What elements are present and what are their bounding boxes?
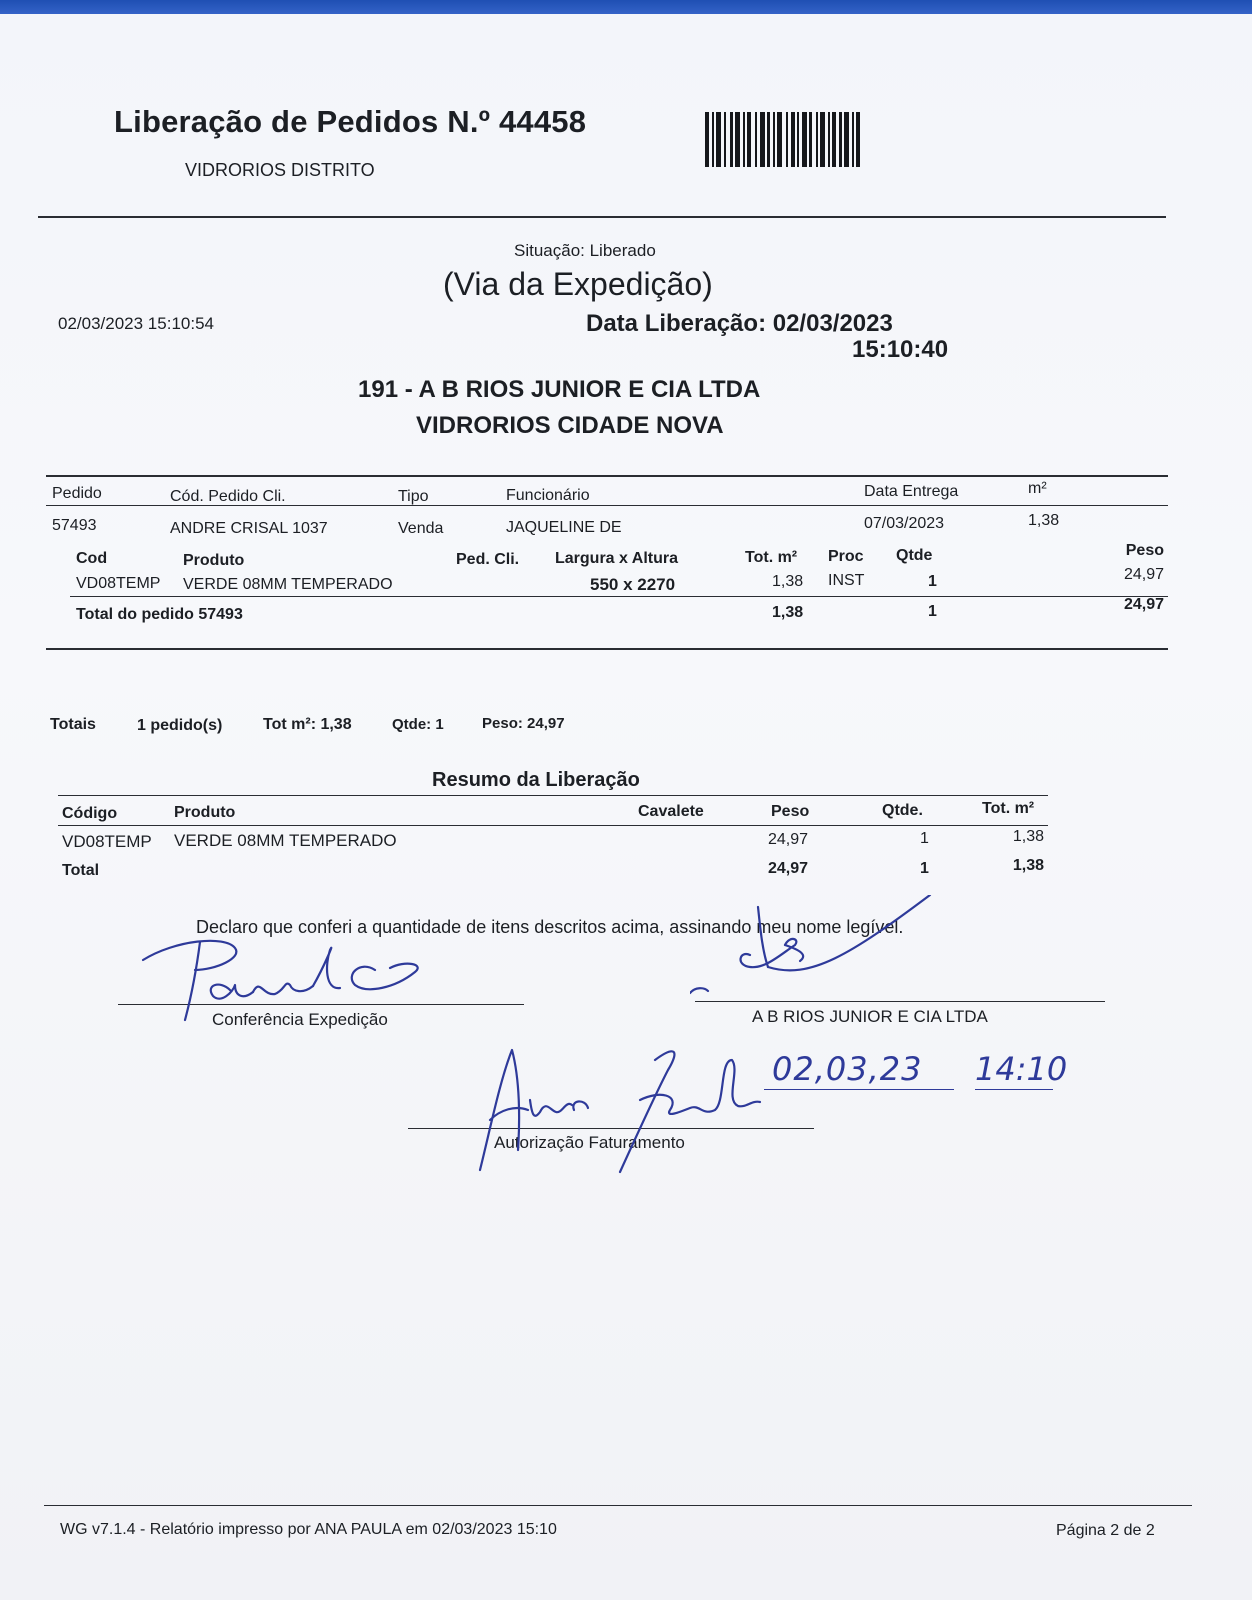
signature-paulo <box>135 930 445 1025</box>
order-m2: 1,38 <box>1028 512 1060 529</box>
company-name: 191 - A B RIOS JUNIOR E CIA LTDA <box>358 376 761 403</box>
resumo-total-tot-m2: 1,38 <box>1012 857 1044 874</box>
via-title: (Via da Expedição) <box>443 266 713 302</box>
totais-peso: Peso: 24,97 <box>482 715 565 732</box>
item-qtde: 1 <box>928 573 937 590</box>
item-largura-altura: 550 x 2270 <box>590 575 676 594</box>
footer-report-info: WG v7.1.4 - Relatório impresso por ANA PAULA em 02/03/2023 15:10 <box>60 1521 557 1538</box>
handwritten-time-underline <box>975 1089 1053 1090</box>
item-tot-m2: 1,38 <box>772 573 804 590</box>
totais-tot-m2: Tot m²: 1,38 <box>263 716 352 733</box>
order-total-qtde: 1 <box>928 603 937 620</box>
footer-page-number: Página 2 de 2 <box>1056 1522 1155 1539</box>
item-proc: INST <box>828 572 865 589</box>
resumo-col-codigo: Código <box>62 805 118 822</box>
col-data-entrega: Data Entrega <box>864 483 959 500</box>
item-col-largura-altura: Largura x Altura <box>555 550 678 567</box>
company-branch: VIDRORIOS CIDADE NOVA <box>416 412 724 439</box>
footer-rule <box>44 1505 1192 1506</box>
resumo-col-tot-m2: Tot. m² <box>982 800 1035 817</box>
handwritten-date-underline <box>764 1089 954 1090</box>
col-tipo: Tipo <box>398 488 429 505</box>
header-divider <box>38 216 1166 218</box>
order-data-entrega: 07/03/2023 <box>864 515 945 532</box>
totais-pedidos: 1 pedido(s) <box>137 717 223 734</box>
signature-company <box>690 895 940 1005</box>
order-table-bottom-rule <box>46 648 1168 650</box>
item-col-peso: Peso <box>1125 542 1164 559</box>
resumo-row-qtde: 1 <box>920 830 929 847</box>
resumo-col-cavalete: Cavalete <box>638 803 704 820</box>
order-pedido: 57493 <box>52 517 97 534</box>
item-cod: VD08TEMP <box>76 575 161 592</box>
resumo-row-peso: 24,97 <box>768 831 809 848</box>
resumo-total-label: Total <box>62 862 100 879</box>
col-m2: m² <box>1028 480 1047 497</box>
data-liberacao: Data Liberação: 02/03/2023 <box>586 310 893 337</box>
col-funcionario: Funcionário <box>506 487 590 504</box>
order-total-peso: 24,97 <box>1123 596 1164 613</box>
print-datetime: 02/03/2023 15:10:54 <box>58 314 214 333</box>
document-subtitle: VIDRORIOS DISTRITO <box>185 160 375 180</box>
totais-qtde: Qtde: 1 <box>392 716 444 733</box>
situacao-text: Situação: Liberado <box>514 241 656 260</box>
order-total-label: Total do pedido 57493 <box>76 606 243 623</box>
resumo-total-peso: 24,97 <box>768 860 809 877</box>
item-col-qtde: Qtde <box>896 547 933 564</box>
resumo-top-rule <box>58 795 1048 796</box>
resumo-row-tot-m2: 1,38 <box>1012 828 1044 845</box>
handwritten-date: 02,03,23 <box>772 1050 923 1088</box>
totais-label: Totais <box>50 716 96 733</box>
item-col-cod: Cod <box>76 550 108 567</box>
resumo-col-qtde: Qtde. <box>882 802 923 819</box>
resumo-col-produto: Produto <box>174 804 236 821</box>
order-header-rule <box>46 505 1168 506</box>
resumo-total-qtde: 1 <box>920 860 929 877</box>
resumo-row-produto: VERDE 08MM TEMPERADO <box>174 831 397 850</box>
document-title: Liberação de Pedidos N.º 44458 <box>114 104 587 139</box>
item-col-ped-cli: Ped. Cli. <box>456 551 520 568</box>
item-produto: VERDE 08MM TEMPERADO <box>183 576 393 593</box>
item-total-rule <box>70 596 1168 597</box>
signature-ana-paula <box>470 1040 770 1180</box>
resumo-row-codigo: VD08TEMP <box>62 832 152 851</box>
handwritten-time: 14:10 <box>975 1050 1068 1088</box>
resumo-title: Resumo da Liberação <box>432 769 640 791</box>
signature-label-conferencia: Conferência Expedição <box>212 1010 388 1029</box>
resumo-header-rule <box>58 825 1048 826</box>
item-col-produto: Produto <box>183 552 245 569</box>
col-cod-pedido-cli: Cód. Pedido Cli. <box>170 488 286 505</box>
item-peso: 24,97 <box>1123 566 1164 583</box>
declaration-text: Declaro que conferi a quantidade de itens descritos acima, assinando meu nome legível. <box>196 917 904 937</box>
order-funcionario: JAQUELINE DE <box>506 519 622 536</box>
item-col-tot-m2: Tot. m² <box>745 549 798 566</box>
order-cod-pedido-cli: ANDRE CRISAL 1037 <box>170 520 328 537</box>
signature-label-company: A B RIOS JUNIOR E CIA LTDA <box>752 1007 988 1026</box>
order-total-tot-m2: 1,38 <box>772 604 804 621</box>
data-liberacao-time: 15:10:40 <box>852 336 949 363</box>
barcode <box>705 112 903 167</box>
col-pedido: Pedido <box>52 485 102 502</box>
order-table-top-rule <box>46 475 1168 477</box>
resumo-col-peso: Peso <box>771 803 810 820</box>
order-tipo: Venda <box>398 520 444 537</box>
signature-label-autorizacao: Autorização Faturamento <box>494 1133 685 1152</box>
item-col-proc: Proc <box>828 548 864 565</box>
